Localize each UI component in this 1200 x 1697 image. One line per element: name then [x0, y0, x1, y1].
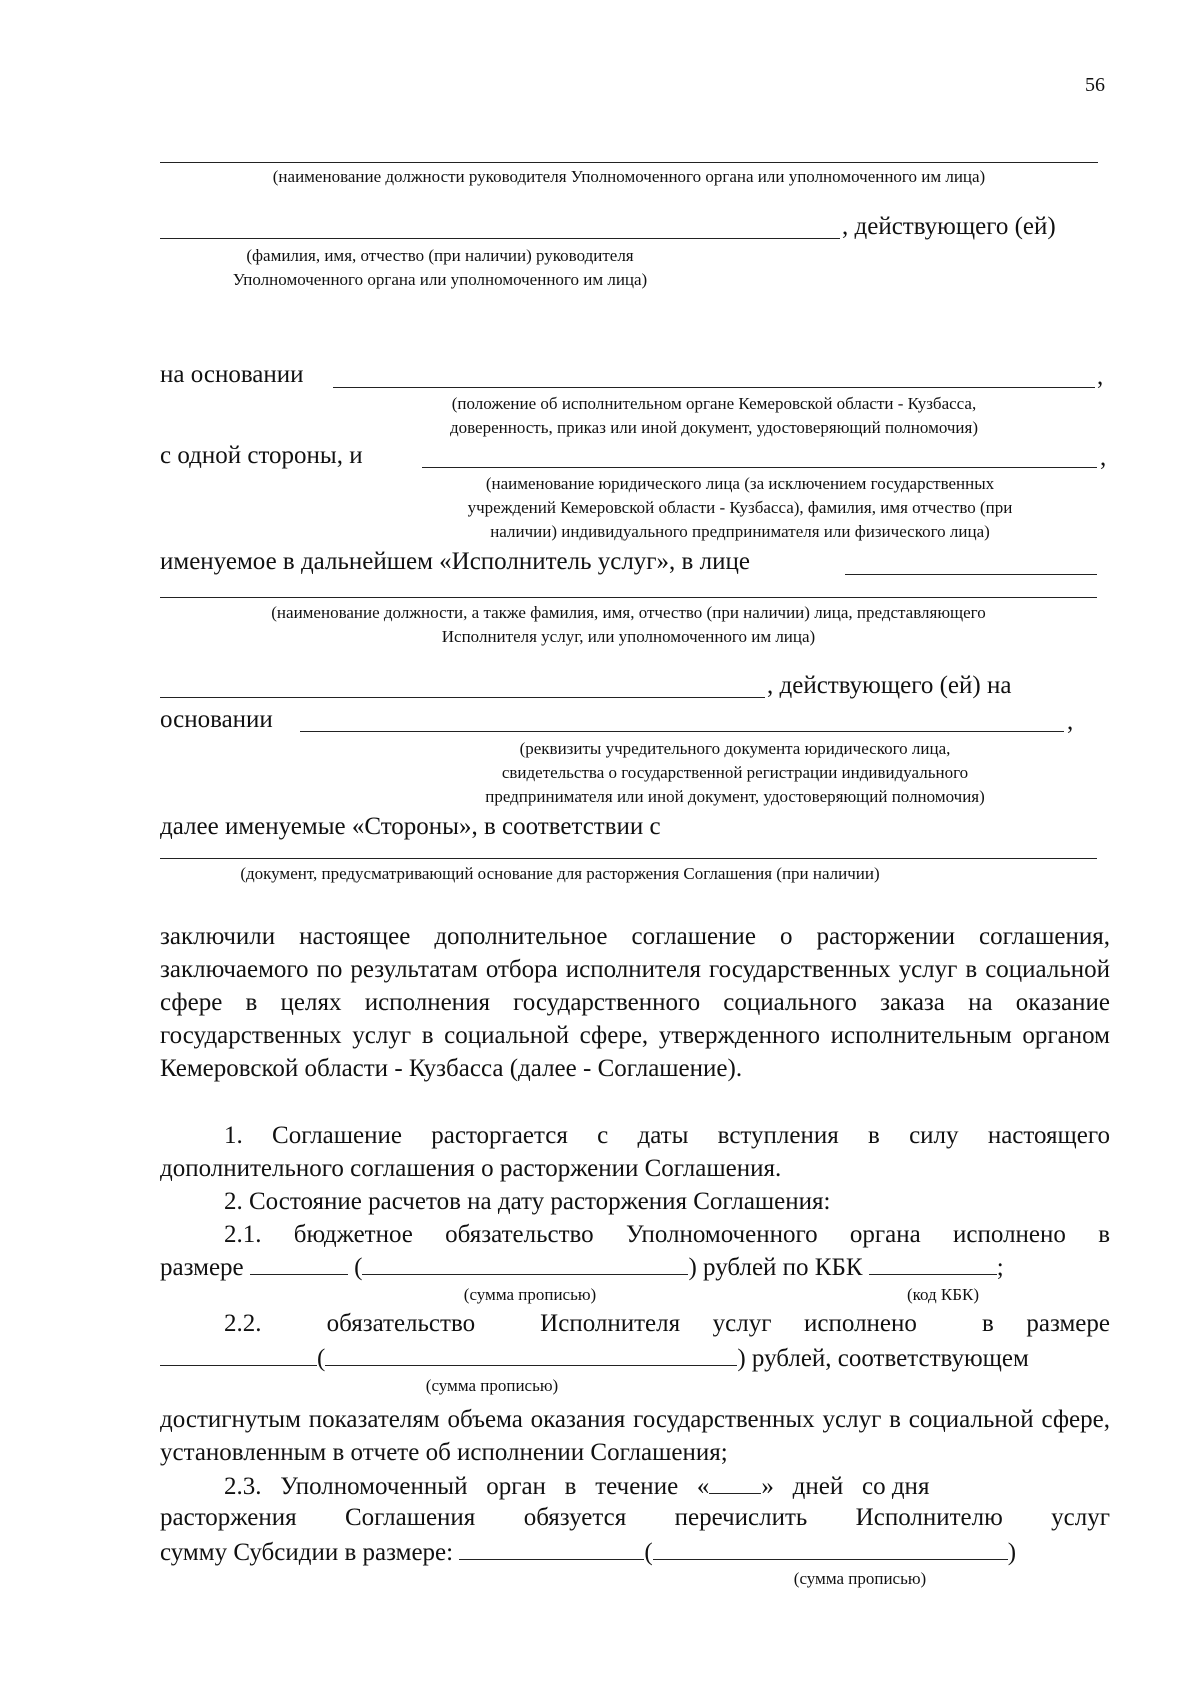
row-2-3-first — [224, 1471, 929, 1502]
parties-line: далее именуемые «Стороны», в соответствии с — [160, 813, 661, 840]
hint-requisites-3: предпринимателя или иной документ, удостоверяющий полномочия) — [485, 787, 985, 806]
hint-basis-1: (положение об исполнительном органе Кемеровской области - Кузбасса, — [451, 394, 977, 413]
para-2: 2. Состояние расчетов на дату расторжения Соглашения: — [224, 1188, 831, 1215]
row-2-2-amount — [160, 1343, 1029, 1374]
requisites-blank — [300, 731, 1064, 732]
representative-blank-2 — [160, 597, 1097, 598]
hint-basis-2: доверенность, приказ или иной документ, удостоверяющий полномочия) — [449, 418, 979, 437]
open-paren-3: ( — [644, 1539, 653, 1566]
basis-blank — [333, 387, 1095, 388]
hint-requisites-1: (реквизиты учредительного документа юридического лица, — [519, 739, 951, 758]
amount-blank — [250, 1252, 348, 1275]
basis-label: на основании — [160, 361, 304, 388]
hint-official-name-2: Уполномоченного органа или уполномоченного им лица) — [232, 270, 648, 289]
named-contractor: именуемое в дальнейшем «Исполнитель услуг», в лице — [160, 548, 750, 575]
comma-3: , — [1067, 708, 1074, 735]
hint-contractor-2: учреждений Кемеровской области - Кузбасса), фамилия, имя отчество (при — [467, 498, 1013, 517]
acting-suffix: , действующего (ей) — [842, 213, 1056, 240]
para-1: 1. Соглашение расторгается с даты вступления в силу настоящего дополнительного соглашения о расторжении Соглашения. — [160, 1122, 1110, 1182]
rub-kbk: ) рублей по КБК — [688, 1254, 863, 1281]
para-2-2-cont: достигнутым показателям объема оказания государственных услуг в социальной сфере, установленным в отчете об исполнении Соглашения; — [160, 1406, 1110, 1466]
official-name-blank — [160, 238, 840, 239]
subsidy-words-blank — [653, 1537, 1008, 1560]
row-subsidy — [160, 1537, 1016, 1568]
kbk-blank — [869, 1252, 997, 1275]
hint-official-name-1: (фамилия, имя, отчество (при наличии) руководителя — [246, 246, 634, 265]
hint-sum-words-2: (сумма прописью) — [425, 1376, 559, 1395]
subsidy-amount-blank — [459, 1537, 644, 1560]
contractor-blank — [422, 467, 1097, 468]
acting-on: , действующего (ей) на — [767, 672, 1012, 699]
para-2-3-line2: расторжения Соглашения обязуется перечислить Исполнителю услуг — [160, 1504, 1110, 1531]
representative-blank-1 — [845, 574, 1097, 575]
hint-kbk: (код КБК) — [906, 1285, 980, 1304]
close-paren-3: ) — [1007, 1539, 1017, 1566]
size-word: размере — [160, 1254, 244, 1281]
para-2-2: 2.2. обязательство Исполнителя услуг исполнено в размере — [224, 1310, 1110, 1337]
basis-word: основании — [160, 706, 273, 733]
para-2-3-a: 2.3. Уполномоченный орган в течение « — [224, 1473, 710, 1500]
semicolon: ; — [996, 1254, 1004, 1281]
subsidy-label: сумму Субсидии в размере: — [160, 1539, 454, 1566]
para-2-3-b: » дней со дня — [761, 1473, 930, 1500]
hint-contractor-1: (наименование юридического лица (за исключением государственных — [485, 474, 995, 493]
hint-rep-2: Исполнителя услуг, или уполномоченного им лица) — [441, 627, 816, 646]
hint-contractor-3: наличии) индивидуального предпринимателя или физического лица) — [490, 522, 990, 541]
rub-corresp: ) рублей, соответствующем — [737, 1345, 1029, 1372]
days-blank — [709, 1471, 761, 1494]
amount-words-blank — [362, 1252, 688, 1275]
hint-official-position: (наименование должности руководителя Уполномоченного органа или уполномоченного им лица) — [272, 167, 986, 186]
one-side-label: с одной стороны, и — [160, 442, 363, 469]
amount-words-blank-2 — [325, 1343, 737, 1366]
official-position-blank — [160, 162, 1098, 163]
comma-1: , — [1097, 363, 1104, 390]
page-number: 56 — [1085, 74, 1105, 96]
para-2-1: 2.1. бюджетное обязательство Уполномоченного органа исполнено в — [224, 1221, 1110, 1248]
hint-sum-words-3: (сумма прописью) — [793, 1569, 927, 1588]
amount-blank-2 — [160, 1343, 317, 1366]
hint-rep-1: (наименование должности, а также фамилия, имя, отчество (при наличии) лица, представляющего — [271, 603, 986, 622]
comma-2: , — [1100, 444, 1107, 471]
para-intro: заключили настоящее дополнительное соглашение о расторжении соглашения, заключаемого по результатам отбора исполнителя государственных услуг в социальной сфере в целях исполнения государственного социального заказа на оказание государственных услуг в социальной сфере, утвержденного исполнительным органом Кемеровской области - Кузбасса (далее - Соглашение). — [160, 923, 1110, 1082]
hint-termination-doc: (документ, предусматривающий основание для расторжения Соглашения (при наличии) — [240, 864, 880, 883]
rep-name-blank — [160, 697, 765, 698]
hint-requisites-2: свидетельства о государственной регистрации индивидуального — [501, 763, 969, 782]
open-paren: ( — [354, 1254, 363, 1281]
hint-sum-words: (сумма прописью) — [463, 1285, 597, 1304]
row-2-1-amount — [160, 1252, 1004, 1283]
termination-doc-blank — [160, 858, 1097, 859]
open-paren-2: ( — [317, 1345, 326, 1372]
